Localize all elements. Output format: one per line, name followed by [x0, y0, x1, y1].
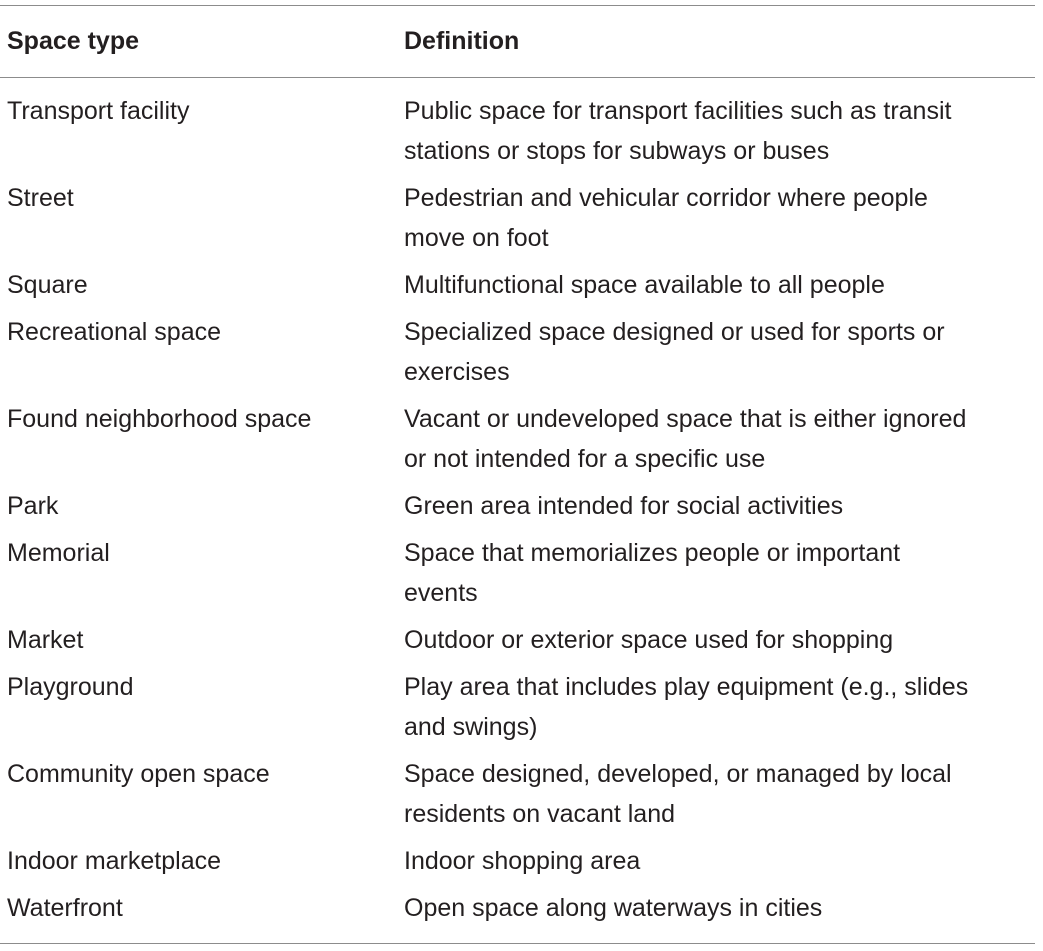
definition-cell [404, 667, 1040, 747]
table-body [0, 91, 1040, 935]
table-row [0, 533, 1040, 613]
space-type-cell: Street [7, 184, 74, 212]
space-type-cell: Recreational space [7, 318, 222, 346]
definition-line: and swings) [404, 713, 538, 741]
definition-line: Space that memorializes people or important [404, 539, 901, 567]
definition-cell [404, 620, 1040, 660]
table-row [0, 620, 1040, 660]
definition-line: Green area intended for social activities [404, 492, 844, 520]
space-type-cell: Indoor marketplace [7, 847, 222, 875]
definition-line: Open space along waterways in cities [404, 894, 823, 922]
space-type-cell: Square [7, 271, 88, 299]
definition-line: stations or stops for subways or buses [404, 137, 830, 165]
table-row [0, 91, 1040, 171]
table-row [0, 841, 1040, 881]
definition-line: or not intended for a specific use [404, 445, 766, 473]
space-type-cell: Park [7, 492, 59, 520]
space-type-cell: Memorial [7, 539, 110, 567]
definition-line: Space designed, developed, or managed by local [404, 760, 952, 788]
space-type-cell: Transport facility [7, 97, 190, 125]
definition-cell [404, 91, 1040, 171]
definition-line: Pedestrian and vehicular corridor where people [404, 184, 928, 212]
definition-line: residents on vacant land [404, 800, 676, 828]
table-top-rule [0, 5, 1035, 6]
space-type-cell: Waterfront [7, 894, 123, 922]
definition-line: exercises [404, 358, 510, 386]
table-row [0, 399, 1040, 479]
header-space-type: Space type [7, 27, 140, 55]
definition-cell [404, 312, 1040, 392]
table-row [0, 754, 1040, 834]
table-row [0, 178, 1040, 258]
header-definition: Definition [404, 27, 520, 55]
table-header-rule [0, 77, 1035, 78]
definition-cell [404, 399, 1040, 479]
definition-cell [404, 841, 1040, 881]
table-bottom-rule [0, 943, 1035, 944]
space-type-cell: Market [7, 626, 84, 654]
definition-cell [404, 486, 1040, 526]
table-row [0, 312, 1040, 392]
definition-line: Outdoor or exterior space used for shopping [404, 626, 894, 654]
definition-line: Multifunctional space available to all people [404, 271, 885, 299]
definition-line: Indoor shopping area [404, 847, 641, 875]
table-row [0, 888, 1040, 928]
definition-line: move on foot [404, 224, 549, 252]
table-row [0, 486, 1040, 526]
definition-cell [404, 888, 1040, 928]
definition-line: Play area that includes play equipment (e.g., slides [404, 673, 969, 701]
definition-line: events [404, 579, 478, 607]
definition-cell [404, 178, 1040, 258]
table-header-row [0, 24, 1040, 64]
space-type-cell: Playground [7, 673, 134, 701]
definition-cell [404, 754, 1040, 834]
definition-line: Specialized space designed or used for sports or [404, 318, 945, 346]
definition-cell [404, 533, 1040, 613]
space-type-cell: Found neighborhood space [7, 405, 312, 433]
definition-line: Vacant or undeveloped space that is either ignored [404, 405, 967, 433]
table-row [0, 265, 1040, 305]
table-row [0, 667, 1040, 747]
definition-cell [404, 265, 1040, 305]
space-type-cell: Community open space [7, 760, 270, 788]
definition-line: Public space for transport facilities such as transit [404, 97, 952, 125]
